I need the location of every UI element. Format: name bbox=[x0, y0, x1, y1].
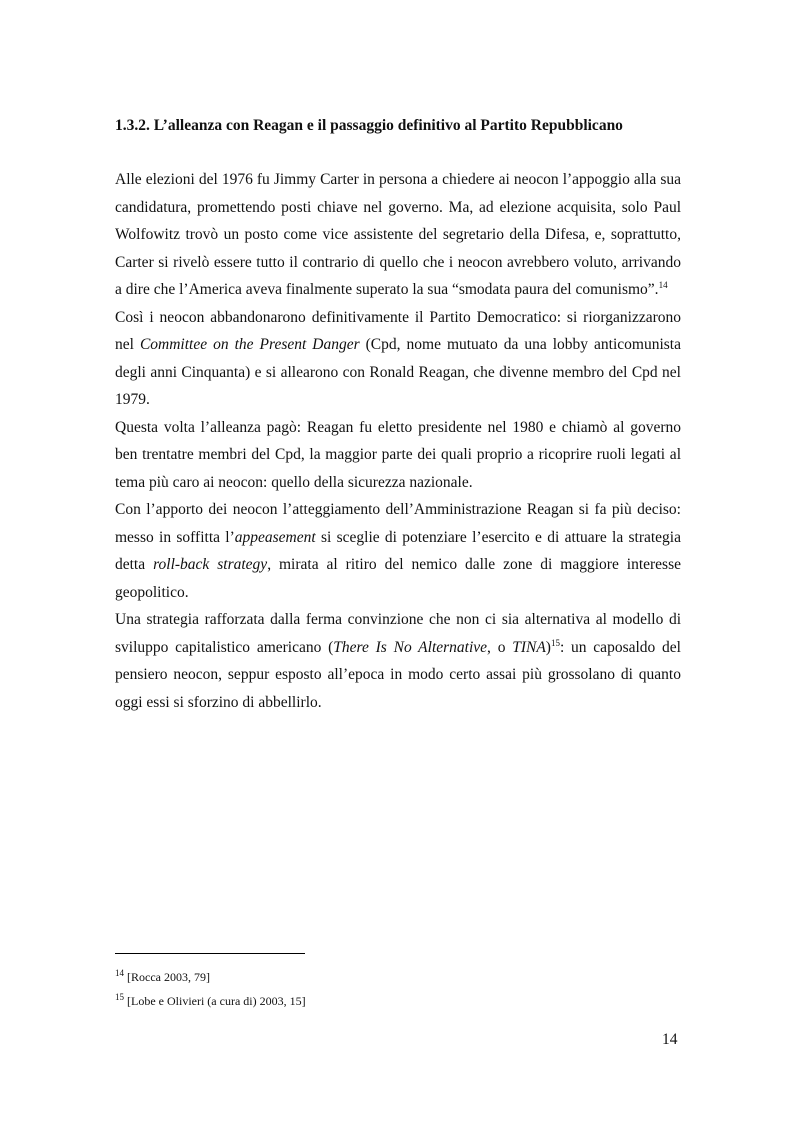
paragraph-5-italic-1: There Is No Alternative bbox=[333, 638, 488, 656]
footnote-ref-14: 14 bbox=[658, 279, 668, 290]
page-number: 14 bbox=[662, 1031, 678, 1048]
paragraph-2-text-b: (Cpd, nome mutuato da una lobby anticomunista degli anni Cinquanta) e si allearono con Ronald Reagan, che divenne membro del Cpd nel 1979. bbox=[115, 336, 681, 408]
footnote-14-text: [Rocca 2003, 79] bbox=[124, 970, 210, 984]
paragraph-1-text: Alle elezioni del 1976 fu Jimmy Carter in persona a chiedere ai neocon l’appoggio alla sua candidatura, promettendo posti chiave nel governo. Ma, ad elezione acquisita, solo Paul Wolfowitz trovò un posto come vice assistente del segretario della Difesa, e, soprattutto, Carter si rivelò essere tutto il contrario di quello che i neocon avrebbero voluto, arrivando a dire che l’America aveva finalmente superato la sua “smodata paura del comunismo”. bbox=[115, 171, 681, 298]
paragraph-5-text-b: , o bbox=[487, 638, 513, 656]
paragraph-5 bbox=[115, 606, 681, 716]
footnote-15 bbox=[115, 993, 306, 1009]
footnote-separator bbox=[115, 953, 305, 954]
footnote-ref-15: 15 bbox=[550, 637, 560, 648]
footnote-14 bbox=[115, 969, 210, 985]
paragraph-3-text: Questa volta l’alleanza pagò: Reagan fu eletto presidente nel 1980 e chiamò al governo ben trentatre membri del Cpd, la maggior parte dei quali proprio a ricoprire ruoli legati al tema più caro ai neocon: quello della sicurezza nazionale. bbox=[115, 418, 681, 491]
paragraph-5-text-c: ) bbox=[545, 638, 551, 656]
footnote-14-number: 14 bbox=[115, 968, 124, 978]
paragraph-4-italic-2: roll-back strategy bbox=[153, 556, 268, 573]
paragraph-5-text-d: : un caposaldo del pensiero neocon, seppur esposto all’epoca in modo certo assai più grossolano di quanto oggi essi si sforzino di abbellirlo. bbox=[115, 638, 681, 711]
paragraph-4 bbox=[115, 496, 681, 606]
paragraph-2-italic: Committee on the Present Danger bbox=[139, 336, 360, 353]
paragraph-1 bbox=[115, 166, 681, 304]
paragraph-5-italic-2: TINA bbox=[512, 638, 546, 656]
body-text bbox=[115, 166, 681, 716]
paragraph-2 bbox=[115, 304, 681, 414]
paragraph-4-text-c: , mirata al ritiro del nemico dalle zone di maggiore interesse geopolitico. bbox=[115, 556, 681, 601]
paragraph-2-text-a: Così i neocon abbandonarono definitivamente il Partito Democratico: si riorganizzarono nel bbox=[115, 308, 681, 353]
paragraph-4-italic-1: appeasement bbox=[234, 528, 316, 546]
paragraph-3 bbox=[115, 414, 681, 497]
paragraph-4-text-b: si sceglie di potenziare l’esercito e di attuare la strategia detta bbox=[115, 528, 681, 573]
section-heading: 1.3.2. L’alleanza con Reagan e il passaggio definitivo al Partito Repubblicano bbox=[115, 117, 623, 134]
footnote-15-number: 15 bbox=[115, 992, 124, 1002]
paragraph-5-text-a: Una strategia rafforzata dalla ferma convinzione che non ci sia alternativa al modello di sviluppo capitalistico americano ( bbox=[115, 611, 681, 656]
footnote-15-text: [Lobe e Olivieri (a cura di) 2003, 15] bbox=[124, 994, 306, 1008]
paragraph-4-text-a: Con l’apporto dei neocon l’atteggiamento dell’Amministrazione Reagan si fa più deciso: messo in soffitta l’ bbox=[115, 501, 681, 546]
